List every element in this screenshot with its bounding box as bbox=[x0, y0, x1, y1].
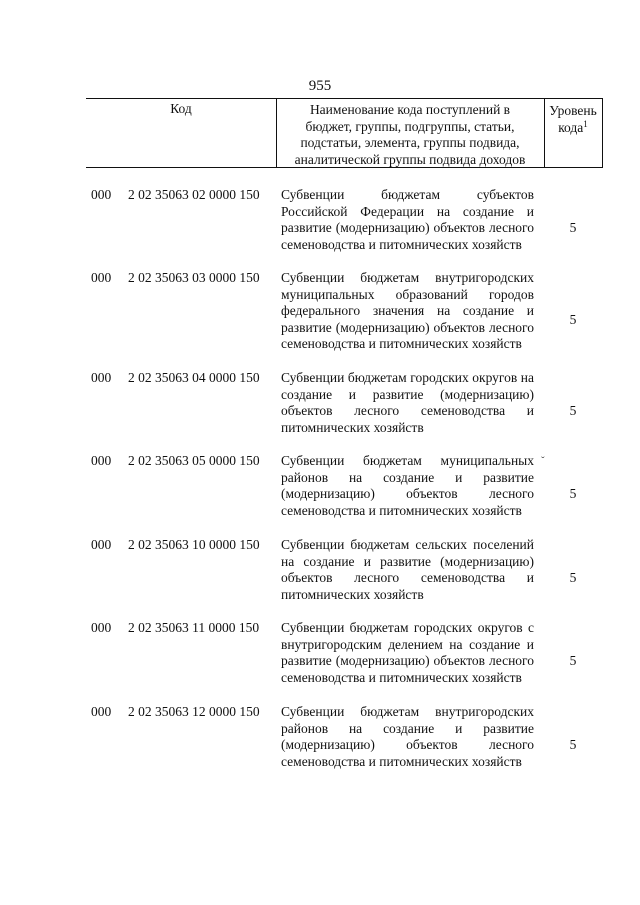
code-level: 5 bbox=[569, 312, 577, 327]
revenue-code: 2 02 35063 05 0000 150 bbox=[128, 453, 260, 468]
page-number: 955 bbox=[308, 78, 332, 94]
header-code-cell bbox=[86, 99, 277, 167]
admin-code: 000 bbox=[91, 704, 112, 719]
level-footnote-mark: 1 bbox=[583, 119, 588, 129]
admin-code: 000 bbox=[91, 620, 112, 635]
code-level: 5 bbox=[569, 737, 577, 752]
revenue-code: 2 02 35063 02 0000 150 bbox=[128, 187, 260, 202]
admin-code: 000 bbox=[91, 537, 112, 552]
revenue-name: Субвенции бюджетам сельских поселений на создание и развитие (модернизацию) объектов лесного семеноводства и питомнических хозяйств bbox=[281, 537, 534, 602]
header-level-label: кода bbox=[558, 120, 584, 135]
code-level: 5 bbox=[569, 220, 577, 235]
header-code-label: Код bbox=[170, 101, 192, 116]
revenue-name: Субвенции бюджетам внутригородских муниципальных образований городов федерального значения на создание и развитие (модернизацию) объектов лесного семеноводства и питомнических хозяйств bbox=[281, 270, 534, 351]
header-level-line bbox=[544, 119, 602, 136]
revenue-name: Субвенции бюджетам городских округов с внутригородским делением на создание и развитие (модернизацию) объектов лесного семеноводства и питомнических хозяйств bbox=[281, 620, 534, 685]
scan-speck: ˇ bbox=[541, 455, 545, 467]
code-level: 5 bbox=[569, 486, 577, 501]
header-level-cell bbox=[544, 99, 602, 167]
revenue-code: 2 02 35063 10 0000 150 bbox=[128, 537, 260, 552]
header-name-line: бюджет, группы, подгруппы, статьи, bbox=[305, 118, 515, 134]
admin-code: 000 bbox=[91, 370, 112, 385]
header-level-line: Уровень bbox=[549, 103, 597, 118]
revenue-name: Субвенции бюджетам внутригородских районов на создание и развитие (модернизацию) объектов лесного семеноводства и питомнических хозяйств bbox=[281, 704, 534, 769]
header-name-line: подстатьи, элемента, группы подвида, bbox=[300, 135, 520, 150]
revenue-code: 2 02 35063 04 0000 150 bbox=[128, 370, 260, 385]
revenue-name: Субвенции бюджетам городских округов на создание и развитие (модернизацию) объектов лесного семеноводства и питомнических хозяйств bbox=[281, 370, 534, 435]
revenue-code: 2 02 35063 11 0000 150 bbox=[128, 620, 260, 635]
header-name-line: аналитической группы подвида доходов bbox=[294, 151, 526, 167]
admin-code: 000 bbox=[91, 453, 112, 468]
admin-code: 000 bbox=[91, 270, 112, 285]
code-level: 5 bbox=[569, 653, 577, 668]
revenue-code: 2 02 35063 03 0000 150 bbox=[128, 270, 260, 285]
admin-code: 000 bbox=[91, 187, 112, 202]
revenue-name: Субвенции бюджетам муниципальных районов на создание и развитие (модернизацию) объектов лесного семеноводства и питомнических хозяйств bbox=[281, 453, 534, 518]
header-name-line: Наименование кода поступлений в bbox=[309, 102, 511, 117]
code-level: 5 bbox=[569, 570, 577, 585]
header-name-cell bbox=[276, 99, 545, 167]
code-level: 5 bbox=[569, 403, 577, 418]
revenue-name: Субвенции бюджетам субъектов Российской Федерации на создание и развитие (модернизацию) объектов лесного семеноводства и питомнических хозяйств bbox=[281, 187, 534, 252]
table-header bbox=[86, 98, 603, 168]
revenue-code: 2 02 35063 12 0000 150 bbox=[128, 704, 260, 719]
